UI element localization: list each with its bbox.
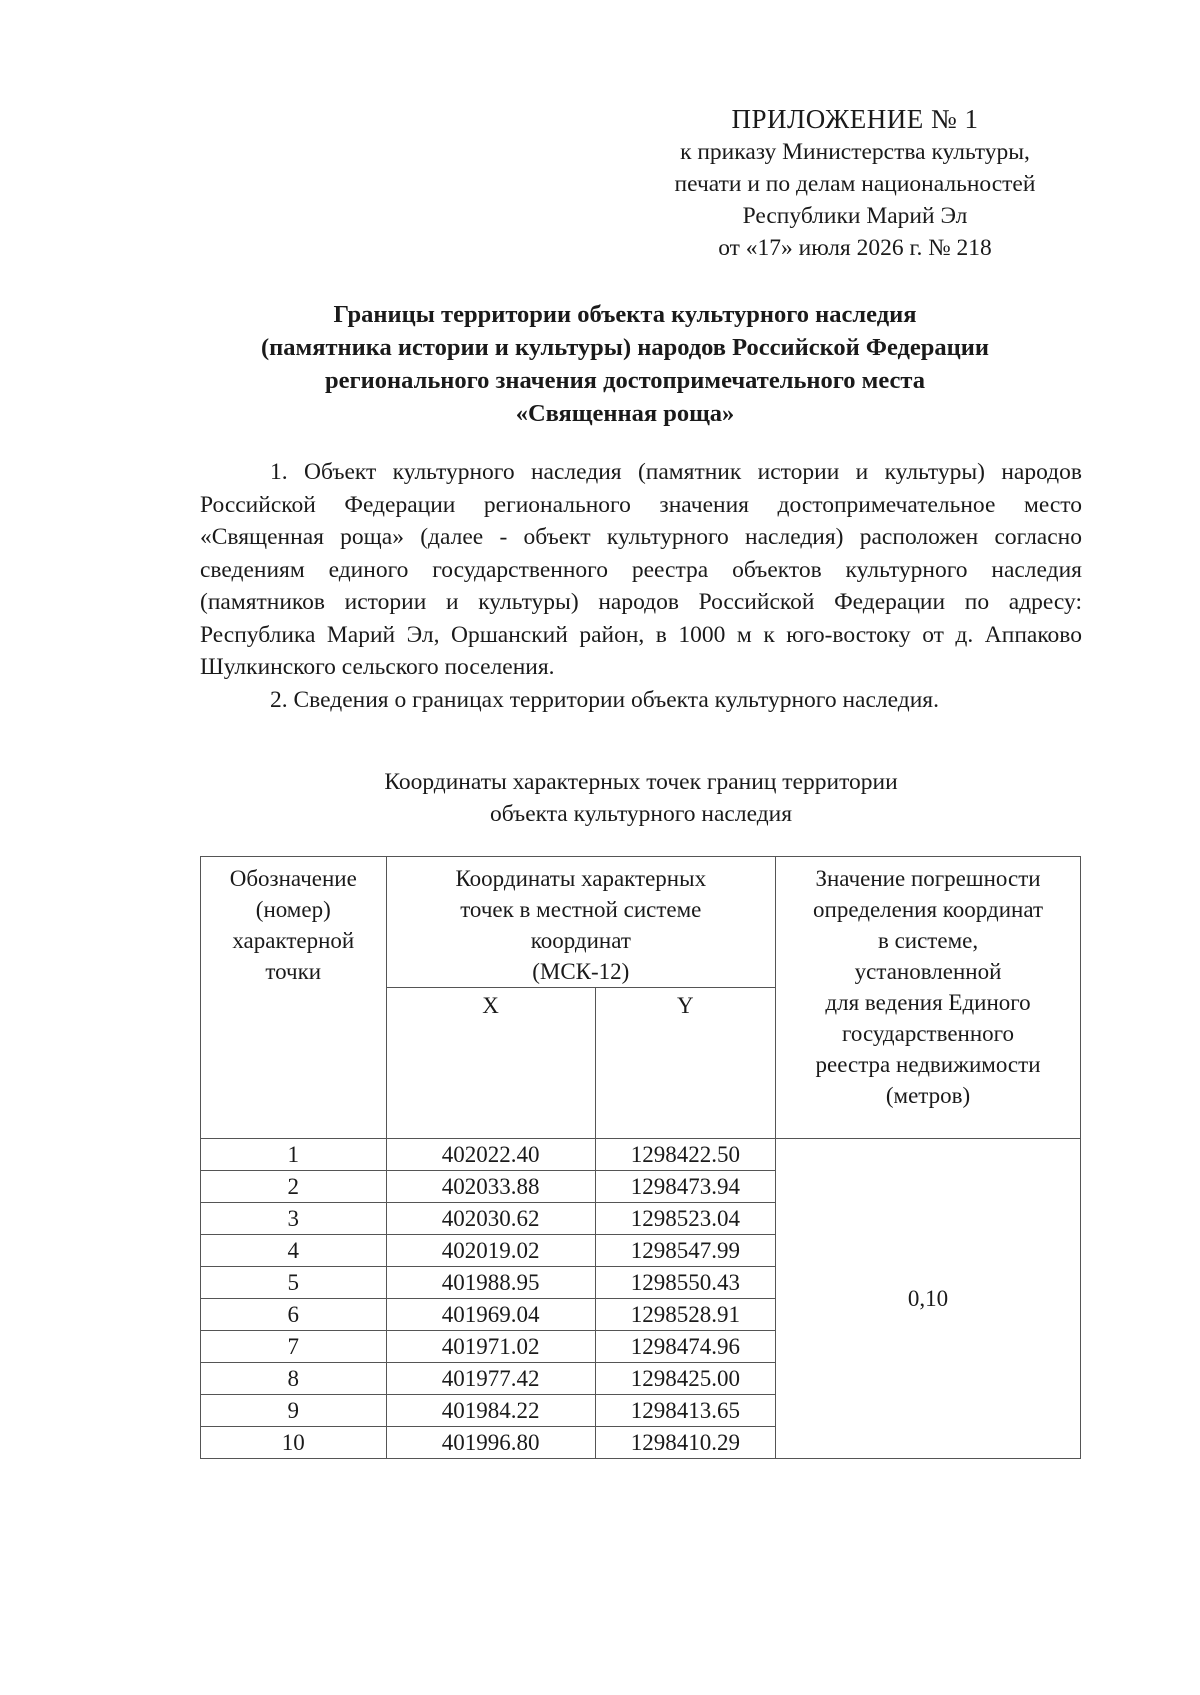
cell-x: 402019.02 <box>386 1235 595 1267</box>
header-line: определения координат <box>813 897 1043 922</box>
appendix-line: к приказу Министерства культуры, <box>680 139 1030 165</box>
paragraph-2: 2. Сведения о границах территории объекта культурного наследия. <box>270 686 939 713</box>
cell-x: 401984.22 <box>386 1395 595 1427</box>
header-line: точек в местной системе <box>460 897 702 922</box>
cell-y: 1298547.99 <box>595 1235 775 1267</box>
header-line: (номер) <box>255 897 331 922</box>
cell-y: 1298474.96 <box>595 1331 775 1363</box>
cell-y: 1298422.50 <box>595 1139 775 1171</box>
cell-y: 1298425.00 <box>595 1363 775 1395</box>
header-line: государственного <box>842 1021 1015 1046</box>
cell-point-number: 6 <box>201 1299 387 1331</box>
header-line: в системе, <box>877 928 979 953</box>
header-coordinates <box>386 857 776 988</box>
appendix-line: печати и по делам национальностей <box>674 171 1036 197</box>
cell-x: 401977.42 <box>386 1363 595 1395</box>
header-y: Y <box>595 988 775 1139</box>
cell-point-number: 8 <box>201 1363 387 1395</box>
cell-y: 1298523.04 <box>595 1203 775 1235</box>
header-error-value <box>776 857 1081 1139</box>
cell-y: 1298413.65 <box>595 1395 775 1427</box>
cell-y: 1298528.91 <box>595 1299 775 1331</box>
title-line: (памятника истории и культуры) народов Российской Федерации <box>261 334 989 361</box>
title-line: Границы территории объекта культурного наследия <box>333 301 917 328</box>
appendix-line: от «17» июля 2026 г. № 218 <box>718 235 992 261</box>
header-line: (метров) <box>885 1083 971 1108</box>
body-text <box>200 456 1082 716</box>
cell-point-number: 9 <box>201 1395 387 1427</box>
table-row <box>201 1139 1081 1171</box>
appendix-line: Республики Марий Эл <box>742 203 968 229</box>
table-caption <box>200 766 1082 830</box>
cell-point-number: 5 <box>201 1267 387 1299</box>
header-line: Обозначение <box>229 866 357 891</box>
header-line: для ведения Единого <box>825 990 1031 1015</box>
title-line: регионального значения достопримечательного места <box>325 367 925 394</box>
cell-x: 401969.04 <box>386 1299 595 1331</box>
caption-line: объекта культурного наследия <box>489 801 793 827</box>
table-header-row <box>201 857 1081 988</box>
header-line: характерной <box>232 928 355 953</box>
header-line: (МСК-12) <box>532 959 630 984</box>
cell-point-number: 7 <box>201 1331 387 1363</box>
header-line: установленной <box>854 959 1002 984</box>
title-line: «Священная роща» <box>515 400 735 427</box>
cell-x: 401971.02 <box>386 1331 595 1363</box>
coordinates-table <box>200 856 1081 1459</box>
cell-x: 402033.88 <box>386 1171 595 1203</box>
header-line: реестра недвижимости <box>815 1052 1041 1077</box>
cell-x: 401988.95 <box>386 1267 595 1299</box>
cell-y: 1298473.94 <box>595 1171 775 1203</box>
header-line: Значение погрешности <box>815 866 1041 891</box>
cell-y: 1298550.43 <box>595 1267 775 1299</box>
cell-y: 1298410.29 <box>595 1427 775 1459</box>
document-title <box>160 298 1090 430</box>
header-point-number <box>201 857 387 1139</box>
header-line: Координаты характерных <box>455 866 707 891</box>
header-line: точки <box>265 959 322 984</box>
cell-point-number: 10 <box>201 1427 387 1459</box>
cell-x: 402022.40 <box>386 1139 595 1171</box>
cell-point-number: 2 <box>201 1171 387 1203</box>
cell-point-number: 4 <box>201 1235 387 1267</box>
paragraph-1: 1. Объект культурного наследия (памятник истории и культуры) народов Российской Федерации регионального значения достопримечательное место «Священная роща» (далее - объект культурного наследия) расположен согласно сведениям единого государственного реестра объектов культурного наследия (памятников истории и культуры) народов Российской Федерации по адресу: Республика Марий Эл, Оршанский район, в 1000 м к юго-востоку от д. Аппаково Шулкинского сельского поселения. <box>200 459 1082 680</box>
cell-point-number: 1 <box>201 1139 387 1171</box>
cell-point-number: 3 <box>201 1203 387 1235</box>
caption-line: Координаты характерных точек границ территории <box>384 769 898 795</box>
header-x: X <box>386 988 595 1139</box>
appendix-title: ПРИЛОЖЕНИЕ № 1 <box>731 104 979 134</box>
appendix-header <box>640 102 1070 264</box>
cell-error-value: 0,10 <box>776 1139 1081 1459</box>
cell-x: 402030.62 <box>386 1203 595 1235</box>
cell-x: 401996.80 <box>386 1427 595 1459</box>
header-line: координат <box>530 928 631 953</box>
